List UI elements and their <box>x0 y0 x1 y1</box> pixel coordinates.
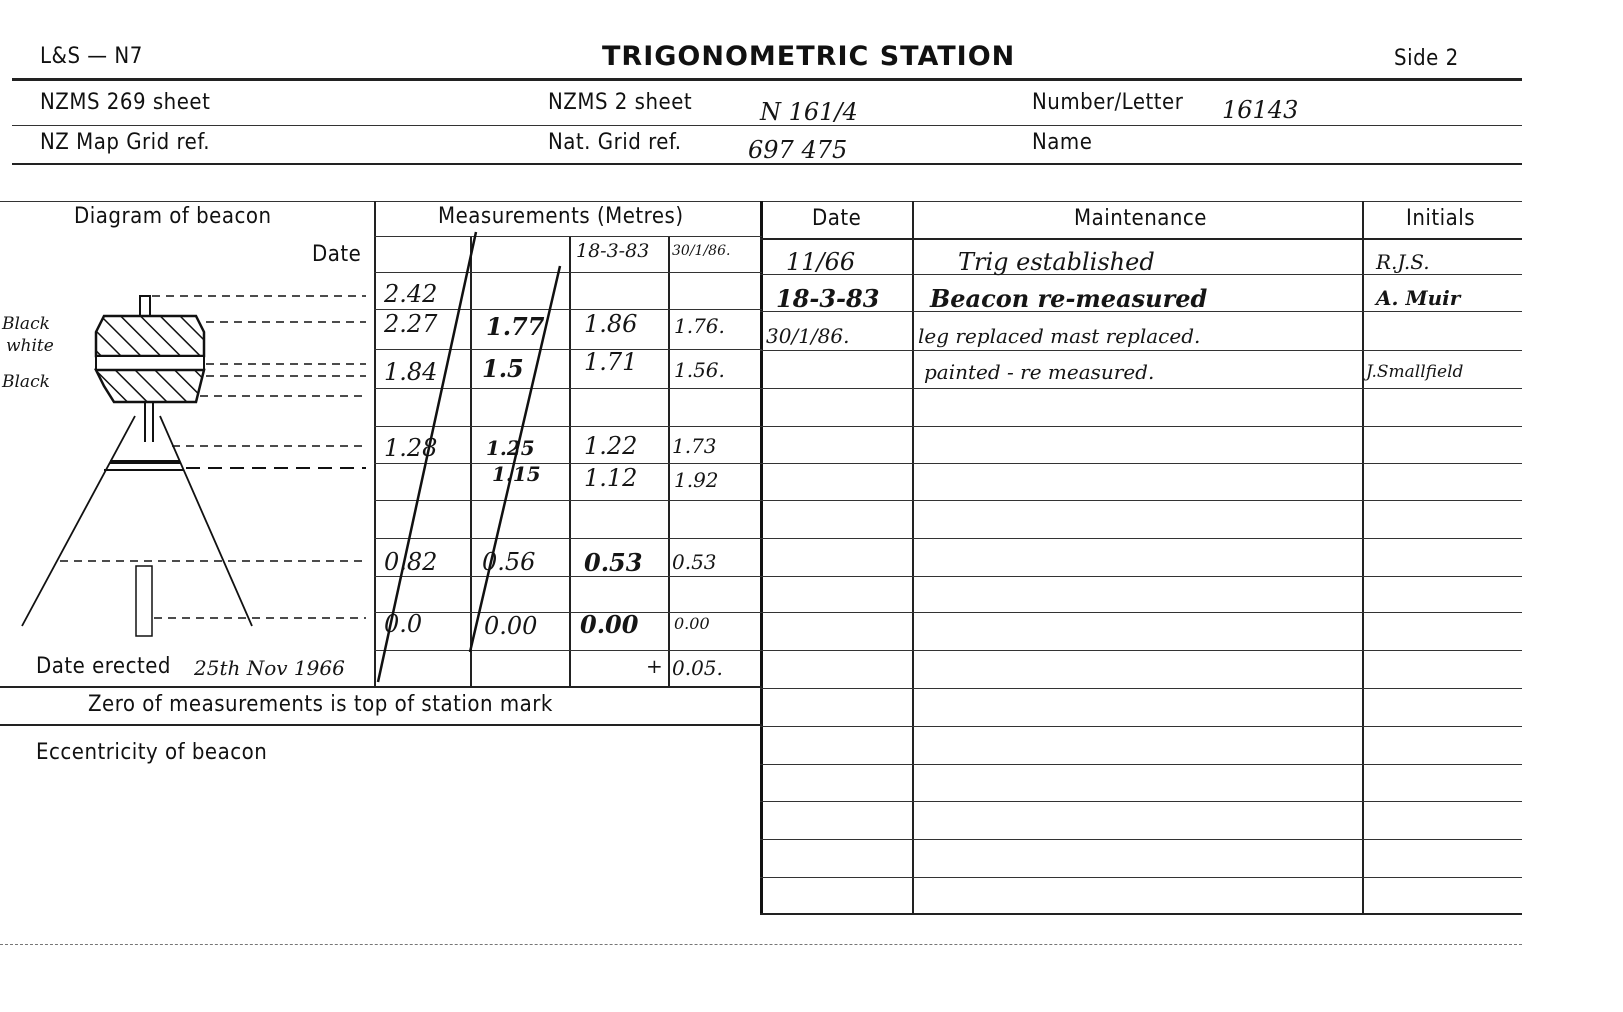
meas-c4-r3: 1.56. <box>674 358 725 382</box>
card-bottom-edge <box>0 944 1522 945</box>
natgrid-label: Nat. Grid ref. <box>548 130 682 155</box>
meas-c3-r5: 1.22 <box>584 432 638 460</box>
date-erected-label: Date erected <box>36 654 171 679</box>
nzms2-value: N 161/4 <box>760 98 858 126</box>
meas-c1-r5: 1.28 <box>384 434 438 462</box>
meas-col-4-date: 30/1/86. <box>672 243 731 259</box>
beacon-lower-mast <box>136 566 152 636</box>
beacon-label-black-bottom: Black <box>2 372 50 392</box>
natgrid-value: 697 475 <box>748 136 848 164</box>
name-label: Name <box>1032 130 1093 155</box>
nzms2-label: NZMS 2 sheet <box>548 90 693 115</box>
meas-c2-r2: 1.77 <box>486 312 545 341</box>
maint-row-1-text: Trig established <box>958 248 1155 276</box>
meas-c2-r3: 1.5 <box>482 354 524 383</box>
maint-row-3-date: 30/1/86. <box>766 324 850 348</box>
meas-c3-r8: 0.53 <box>584 548 643 577</box>
maint-row-4-initials: J.Smallfield <box>1366 362 1464 382</box>
meas-c2-r8: 0.56 <box>482 548 536 576</box>
nzms269-label: NZMS 269 sheet <box>40 90 211 115</box>
meas-c4-r9: 0.00 <box>674 614 710 633</box>
maint-maintenance-header: Maintenance <box>1074 206 1207 231</box>
meas-c3-r6: 1.12 <box>584 464 638 492</box>
beacon-top-spike <box>140 296 150 316</box>
strike-col-2 <box>470 266 560 652</box>
meas-c3-r10: + <box>646 654 663 678</box>
maint-initials-header: Initials <box>1406 206 1476 231</box>
beacon-white-band <box>96 356 204 370</box>
form-code: L&S — N7 <box>40 44 143 69</box>
page-title: TRIGONOMETRIC STATION <box>602 41 1016 72</box>
beacon-upper-drum <box>96 316 204 356</box>
meas-c1-r2: 2.27 <box>384 310 438 338</box>
meas-c4-r10: 0.05. <box>672 656 723 680</box>
measurements-heading: Measurements (Metres) <box>438 204 684 229</box>
maint-row-1-initials: R.J.S. <box>1376 250 1430 274</box>
number-letter-value: 16143 <box>1222 96 1299 124</box>
maint-row-3-text: leg replaced mast replaced. <box>918 324 1201 348</box>
meas-c1-r8: 0.82 <box>384 548 438 576</box>
meas-c2-r6: 1.15 <box>492 462 541 486</box>
meas-c1-r1: 2.42 <box>384 280 438 308</box>
eccentricity-label: Eccentricity of beacon <box>36 740 268 765</box>
maint-row-2-text: Beacon re-measured <box>930 284 1208 313</box>
meas-c4-r5: 1.73 <box>672 434 717 458</box>
number-letter-label: Number/Letter <box>1032 90 1184 115</box>
nzmg-label: NZ Map Grid ref. <box>40 130 211 155</box>
beacon-lower-drum <box>96 370 204 402</box>
meas-c3-r2: 1.86 <box>584 310 638 338</box>
beacon-label-white: white <box>6 336 54 356</box>
zero-note: Zero of measurements is top of station mark <box>88 692 553 717</box>
maint-row-2-date: 18-3-83 <box>776 284 880 313</box>
meas-c4-r8: 0.53 <box>672 550 717 574</box>
meas-c3-r9: 0.00 <box>580 610 639 639</box>
meas-c2-r9: 0.00 <box>484 612 538 640</box>
beacon-label-black-top: Black <box>2 314 50 334</box>
maint-date-header: Date <box>812 206 862 231</box>
meas-c4-r2: 1.76. <box>674 314 725 338</box>
date-erected-value: 25th Nov 1966 <box>194 656 345 680</box>
beacon-diagram <box>0 236 372 656</box>
beacon-leg-left <box>22 416 135 626</box>
meas-c3-r3: 1.71 <box>584 348 638 376</box>
meas-c2-r5: 1.25 <box>486 436 535 460</box>
side-label: Side 2 <box>1394 46 1459 71</box>
meas-c1-r9: 0.0 <box>384 610 423 638</box>
meas-c1-r3: 1.84 <box>384 358 438 386</box>
strike-col-1 <box>378 232 476 682</box>
beacon-leg-right <box>160 416 252 626</box>
diagram-heading: Diagram of beacon <box>74 204 272 229</box>
meas-col-3-date: 18-3-83 <box>576 240 650 262</box>
diagram-date-label: Date <box>312 242 362 267</box>
maint-row-1-date: 11/66 <box>786 248 856 276</box>
meas-c4-r6: 1.92 <box>674 468 719 492</box>
maint-row-2-initials: A. Muir <box>1376 286 1461 310</box>
maint-row-4-text: painted - re measured. <box>924 360 1155 384</box>
